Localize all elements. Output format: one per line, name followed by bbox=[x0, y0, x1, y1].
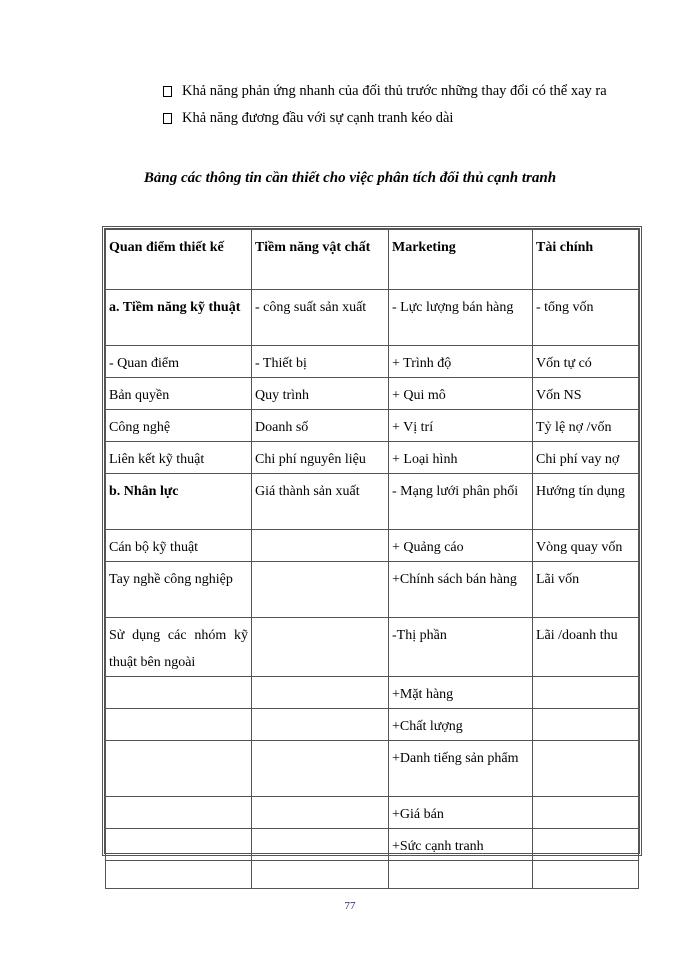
table-cell bbox=[252, 677, 389, 709]
table-cell: Tay nghề công nghiệp bbox=[106, 562, 252, 618]
table-row bbox=[106, 797, 639, 829]
table-cell: +Chính sách bán hàng bbox=[389, 562, 533, 618]
table-cell bbox=[252, 562, 389, 618]
table-cell: +Mặt hàng bbox=[389, 677, 533, 709]
table-cell bbox=[252, 530, 389, 562]
table-cell: - Mạng lưới phân phối bbox=[389, 474, 533, 530]
table-cell: Vốn NS bbox=[533, 378, 639, 410]
table-cell: - Lực lượng bán hàng bbox=[389, 290, 533, 346]
table-cell bbox=[106, 861, 252, 889]
table-header-cell: Quan điểm thiết kế bbox=[106, 230, 252, 290]
table-cell: + Loại hình bbox=[389, 442, 533, 474]
table-cell: +Danh tiếng sản phẩm bbox=[389, 741, 533, 797]
table-row bbox=[106, 442, 639, 474]
table-cell: Sử dụng các nhóm kỹ thuật bên ngoài bbox=[106, 618, 252, 677]
table-row bbox=[106, 861, 639, 889]
table-cell: +Sức cạnh tranh bbox=[389, 829, 533, 861]
table-cell: - Thiết bị bbox=[252, 346, 389, 378]
table-cell: Chi phí vay nợ bbox=[533, 442, 639, 474]
table-cell bbox=[106, 709, 252, 741]
table-cell: Vòng quay vốn bbox=[533, 530, 639, 562]
table-cell: + Vị trí bbox=[389, 410, 533, 442]
competitor-info-table bbox=[102, 226, 642, 856]
table-cell: + Qui mô bbox=[389, 378, 533, 410]
bullet-text: Khả năng phản ứng nhanh của đối thủ trước những thay đổi có thể xay ra bbox=[182, 83, 607, 99]
table-cell: - công suất sản xuất bbox=[252, 290, 389, 346]
table-cell bbox=[389, 861, 533, 889]
table-header-cell: Tài chính bbox=[533, 230, 639, 290]
table-cell: Lãi /doanh thu bbox=[533, 618, 639, 677]
table-cell: Tỷ lệ nợ /vốn bbox=[533, 410, 639, 442]
table-cell bbox=[252, 829, 389, 861]
table-cell: Hướng tín dụng bbox=[533, 474, 639, 530]
table-cell bbox=[533, 861, 639, 889]
page-number: 77 bbox=[344, 900, 356, 912]
table-cell: +Chất lượng bbox=[389, 709, 533, 741]
table-cell bbox=[252, 618, 389, 677]
table-row bbox=[106, 346, 639, 378]
table-cell bbox=[252, 709, 389, 741]
table-cell bbox=[252, 797, 389, 829]
table-cell bbox=[106, 829, 252, 861]
table-cell: Công nghệ bbox=[106, 410, 252, 442]
table-cell: + Trình độ bbox=[389, 346, 533, 378]
table-row bbox=[106, 562, 639, 618]
table-cell: Vốn tự có bbox=[533, 346, 639, 378]
table-cell: +Giá bán bbox=[389, 797, 533, 829]
table-cell: -Thị phần bbox=[389, 618, 533, 677]
table-cell bbox=[533, 709, 639, 741]
table-cell bbox=[106, 677, 252, 709]
bullet-list bbox=[163, 78, 633, 132]
table-cell: - tổng vốn bbox=[533, 290, 639, 346]
table-row bbox=[106, 530, 639, 562]
table-cell bbox=[252, 861, 389, 889]
table-header-cell: Tiềm năng vật chất bbox=[252, 230, 389, 290]
table-row bbox=[106, 741, 639, 797]
table-row bbox=[106, 709, 639, 741]
bullet-item bbox=[163, 105, 633, 132]
table-cell: Giá thành sản xuất bbox=[252, 474, 389, 530]
table-row bbox=[106, 378, 639, 410]
table-cell: b. Nhân lực bbox=[106, 474, 252, 530]
table-cell: Doanh số bbox=[252, 410, 389, 442]
table-cell bbox=[533, 797, 639, 829]
table-cell bbox=[106, 741, 252, 797]
checkbox-bullet-icon bbox=[163, 113, 172, 124]
table-title: Bảng các thông tin cần thiết cho việc phân tích đối thủ cạnh tranh bbox=[143, 170, 557, 186]
table-cell: Lãi vốn bbox=[533, 562, 639, 618]
table-cell bbox=[533, 741, 639, 797]
table-cell bbox=[252, 741, 389, 797]
table-row bbox=[106, 410, 639, 442]
table-cell: - Quan điểm bbox=[106, 346, 252, 378]
table-cell bbox=[533, 677, 639, 709]
table-row bbox=[106, 677, 639, 709]
table-cell: Quy trình bbox=[252, 378, 389, 410]
bullet-text: Khả năng đương đầu với sự cạnh tranh kéo dài bbox=[182, 110, 454, 126]
table-header-cell: Marketing bbox=[389, 230, 533, 290]
table-row bbox=[106, 829, 639, 861]
table-cell: Cán bộ kỹ thuật bbox=[106, 530, 252, 562]
table-cell bbox=[106, 797, 252, 829]
table-cell: a. Tiềm năng kỹ thuật bbox=[106, 290, 252, 346]
bullet-item bbox=[163, 78, 633, 105]
table-cell bbox=[533, 829, 639, 861]
table-cell: + Quảng cáo bbox=[389, 530, 533, 562]
table-row bbox=[106, 618, 639, 677]
table-cell: Bản quyền bbox=[106, 378, 252, 410]
checkbox-bullet-icon bbox=[163, 86, 172, 97]
table-row bbox=[106, 474, 639, 530]
table-header-row bbox=[106, 230, 639, 290]
table-cell: Chi phí nguyên liệu bbox=[252, 442, 389, 474]
table-cell: Liên kết kỹ thuật bbox=[106, 442, 252, 474]
table-row bbox=[106, 290, 639, 346]
